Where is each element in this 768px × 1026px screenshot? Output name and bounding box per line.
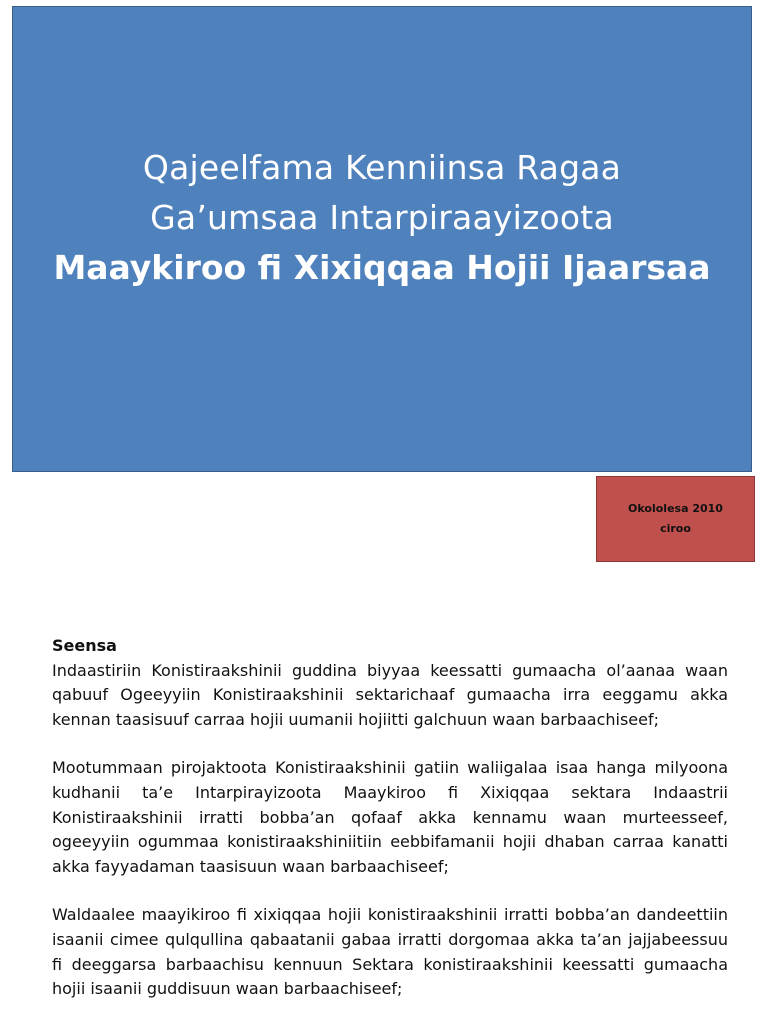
cover-title-box <box>12 6 752 472</box>
date-line-1: Okololesa 2010 <box>628 502 723 515</box>
date-line-2: ciroo <box>660 522 691 535</box>
cover-title-line-1: Qajeelfama Kenniinsa Ragaa <box>142 148 622 187</box>
paragraph-2: Mootummaan pirojaktoota Konistiraakshinii gatiin waliigalaa isaa hanga milyoona kudhanii ta’e Intarpirayizoota Maaykiroo fi Xixiqqaa sektara Indaastrii Konistiraakshinii irratti bobba’an qofaaf akka kennamu waan murteesseef, ogeeyyiin ogummaa konistiraakshiniitiin eebbifamanii hojii dhaban carraa kanatti akka fayyadaman taasisuun waan barbaachiseef; <box>52 758 728 876</box>
cover-title <box>13 143 751 293</box>
body-content <box>52 634 728 1026</box>
paragraph-1: Indaastiriin Konistiraakshinii guddina biyyaa keessatti gumaacha ol’aanaa waan qabuuf Ogeeyyiin Konistiraakshinii sektarichaaf gumaacha irra eeggamu akka kennan taasisuuf carraa hojii uumanii hojiitti galchuun waan barbaachiseef; <box>52 660 728 729</box>
paragraph-3: Waldaalee maayikiroo fi xixiqqaa hojii konistiraakshinii irratti bobba’an dandeettiin isaanii cimee qulqullina qabaatanii gabaa irratti dorgomaa akka ta’an jajjabeessuu fi deeggarsa barbaachisu kennuun Sektara konistiraakshinii keessatti gumaacha hojii isaanii guddisuun waan barbaachiseef; <box>52 905 728 999</box>
date-box <box>596 476 755 562</box>
cover-title-line-3: Maaykiroo fi Xixiqqaa Hojii Ijaarsaa <box>53 248 711 287</box>
section-heading: Seensa <box>52 636 117 655</box>
cover-title-line-2: Ga’umsaa Intarpiraayizoota <box>150 198 614 237</box>
